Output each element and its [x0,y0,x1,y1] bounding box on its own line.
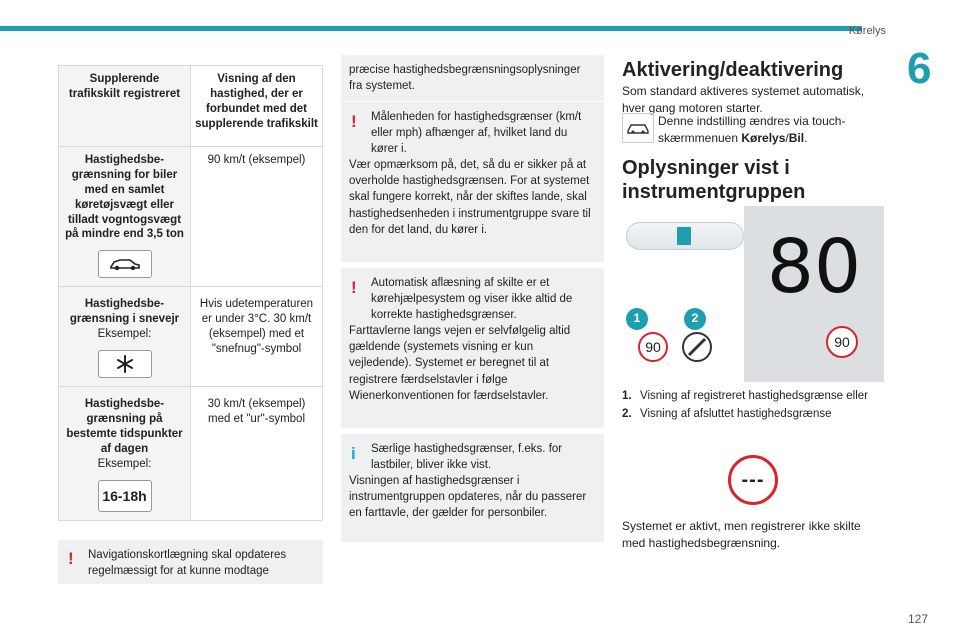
car-sign-icon [98,250,152,278]
row-title: Hastighedsbe-grænsning på bestemte tidspunkter af dagen [66,398,183,455]
list-item: 1. Visning af registreret hastighedsgrænse eller [622,390,868,402]
speed-sign-icon: 90 [638,332,668,362]
instrument-illustration [622,206,884,382]
supplementary-sign-table [58,65,323,521]
row-value: 90 km/t (eksempel) [191,147,322,287]
note-text: præcise hastighedsbegrænsningsoplysninger fra systemet. [349,64,581,93]
note-text-lead: Særlige hastighedsgrænser, f.eks. for lastbiler, bliver ikke vist. [371,443,563,472]
speed-readout: 80 [766,224,862,310]
table-head-right: Visning af den hastighed, der er forbundet med det supplerende trafikskilt [195,73,318,130]
end-limit-sign-icon [682,332,712,362]
time-sign: 16-18h [98,480,152,512]
warning-note-reading [341,268,604,428]
touchscreen-text: Denne indstilling ændres via touch-skærmmenuen Kørelys/Bil. [658,114,846,145]
heading-activation: Aktivering/deaktivering [622,59,844,81]
header-title: Kørelys [848,25,886,37]
warning-icon: ! [68,549,74,568]
warning-icon: ! [351,112,357,131]
note-text-lead: Automatisk aflæsning af skilte er et kørehjælpesystem og viser ikke altid de korrekte hastighedsgrænser. [371,277,573,322]
info-icon: i [351,444,356,463]
warning-note-units [341,102,604,262]
sensor-graphic [626,222,744,250]
car-menu-icon [622,113,654,143]
note-text: Visningen af hastighedsgrænser i instrumentgruppen opdateres, når du passerer en farttavle, der gælder for personbiler. [349,475,587,520]
warning-icon: ! [351,278,357,297]
note-text: Farttavlerne langs vejen er selvfølgelig altid gældende (systemets visning er kun vejledende). Systemet er beregnet til at registrere færdselstavler i følge Wienerkonventionen for færdselstavler. [349,325,571,402]
row-value: Hvis udetemperaturen er under 3°C. 30 km/t (eksempel) med et "snefnug"-symbol [191,287,322,386]
table-row [59,387,322,520]
heading-instrument: Oplysninger vist i instrumentgruppen [622,157,806,203]
limit-sign-icon: 90 [826,326,858,358]
row-sub: Eksempel: [97,328,152,341]
note-text-lead: Målenheden for hastighedsgrænser (km/t eller mph) afhænger af, hvilket land du kører i. [371,111,582,156]
list-item: 2. Visning af afsluttet hastighedsgrænse [622,408,832,421]
no-sign-text: Systemet er aktivt, men registrerer ikke skilte med hastighedsbegrænsning. [622,519,861,550]
cluster-panel [744,206,884,382]
table-header-row [59,66,322,147]
note-continuation [341,55,604,101]
info-note-special [341,434,604,542]
row-sub: Eksempel: [97,457,152,470]
snowflake-sign-icon [98,350,152,378]
note-text: Vær opmærksom på, det, så du er sikker på at overholde hastighedsgrænsen. For at systemet skal fungere korrekt, når der skiftes lande, skal hastighedsenheden i instrumentgruppe svare til den for det land, du kører i. [349,159,591,236]
note-text: Navigationskortlægning skal opdateres regelmæssigt for at kunne modtage [88,549,287,578]
activation-text: Som standard aktiveres systemet automatisk, hver gang motoren starter. [622,84,865,115]
table-head-left: Supplerende trafikskilt registreret [68,73,181,100]
chapter-number: 6 [907,44,932,93]
row-value: 30 km/t (eksempel) med et "ur"-symbol [191,387,322,520]
legend-list [622,388,882,422]
page-number: 127 [907,612,928,627]
warning-note-nav [58,540,323,584]
row-title: Hastighedsbe-grænsning for biler med en samlet køretøjsvægt eller tilladt vogntogsvægt på mindre end 3,5 ton [65,153,184,241]
table-row [59,287,322,387]
top-accent-bar [0,26,862,31]
callout-2: 2 [684,308,706,330]
table-row [59,147,322,288]
callout-1: 1 [626,308,648,330]
no-limit-sign-icon: --- [728,455,778,505]
row-title: Hastighedsbe-grænsning i snevejr [69,298,180,326]
